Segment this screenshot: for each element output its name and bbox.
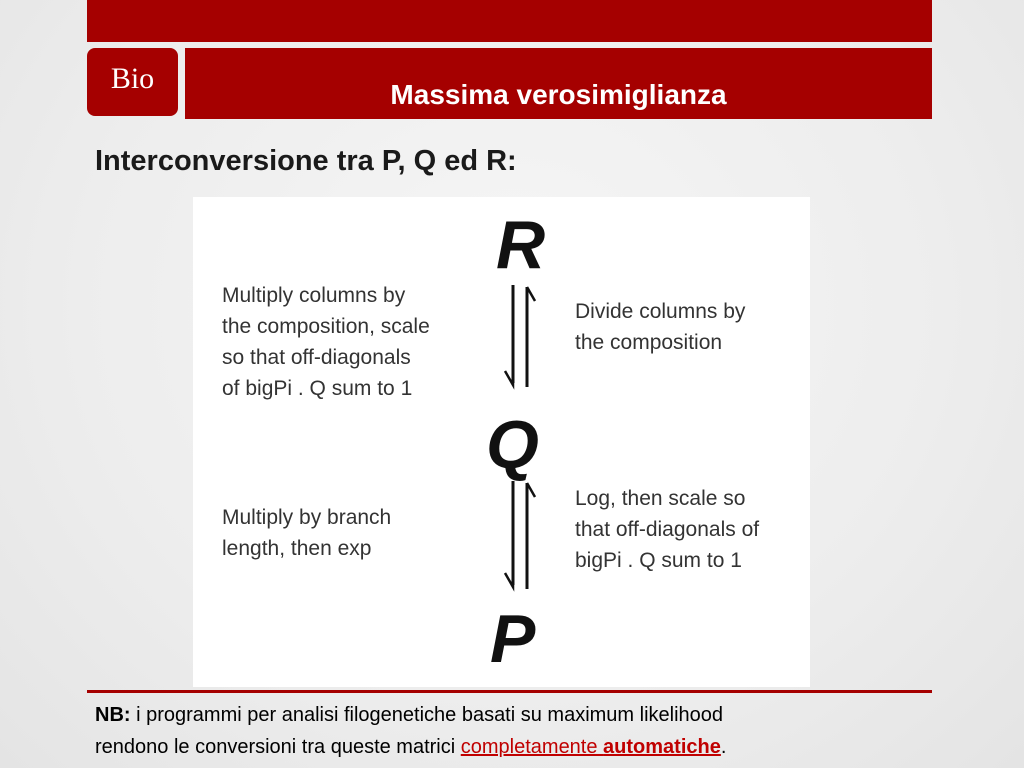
note-end: . [720,736,727,758]
q-to-r-description: Divide columns by the composition [575,300,746,354]
matrix-r-label: R [496,207,546,283]
nb-label: NB: [95,704,131,726]
note-line-1: i programmi per analisi filogenetiche basati su maximum likelihood [130,704,724,726]
note-link-bold: automatiche [603,736,721,758]
slide-title: Massima verosimiglianza [390,79,727,110]
slide-title-bar [185,48,932,119]
note-link-plain: completamente [460,736,604,758]
p-to-q-description: Log, then scale so that off-diagonals of bigPi . Q sum to 1 [575,487,760,572]
r-to-q-description: Multiply columns by the composition, scale so that off-diagonals of bigPi . Q sum to 1 [222,284,430,400]
top-accent-bar [87,0,932,42]
note-line-2: rendono le conversioni tra queste matrici [95,736,461,758]
note-link[interactable] [461,736,721,758]
footnote [95,699,935,763]
conversion-diagram [193,197,810,687]
note-divider [87,690,932,693]
slide-subtitle: Interconversione tra P, Q ed R: [95,145,517,177]
q-to-p-description: Multiply by branch length, then exp [222,506,392,560]
matrix-q-label: Q [486,407,539,483]
matrix-p-label: P [490,601,536,677]
q-p-arrows-icon [493,475,553,595]
r-q-arrows-icon [493,279,553,391]
section-tab: Bio [87,48,178,116]
